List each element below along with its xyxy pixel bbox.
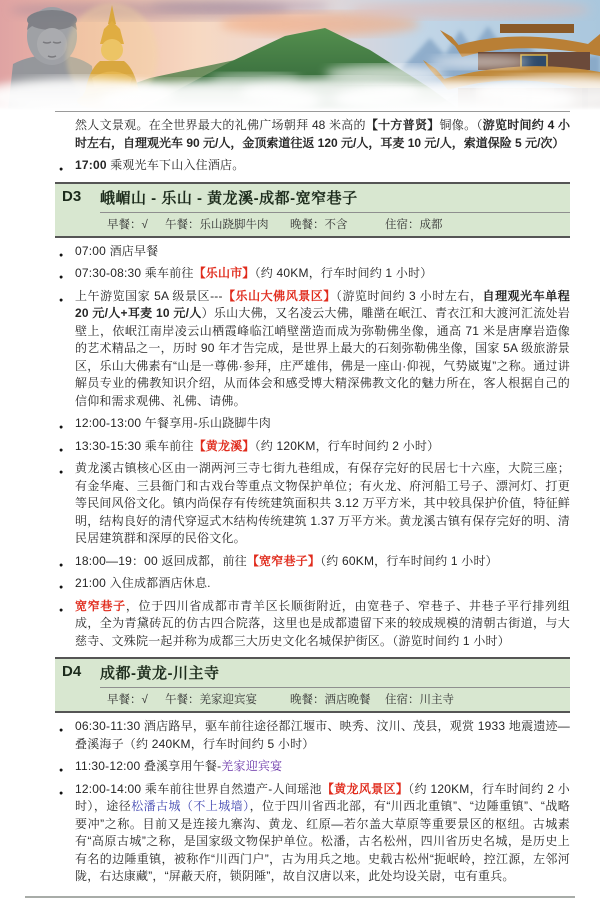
meal-dinner: 晚餐：不含 (290, 218, 348, 231)
itinerary-item: ● 17:00 乘观光车下山入住酒店。 (75, 157, 570, 175)
intro-bullet-list (55, 157, 570, 175)
itinerary-item: ● 18:00—19：00 返回成都，前往【宽窄巷子】（约 60KM，行车时间约 1 小时） (75, 553, 570, 571)
meal-lunch: 午餐：羌家迎宾宴 (165, 694, 257, 706)
itinerary-item: ● 12:00-14:00 乘车前往世界自然遗产-人间瑶池【黄龙风景区】（约 120KM，行车时间约 2 小时），途径松潘古城（不上城墙），位于四川省西北部，有“川西北重镇”、“边陲重镇”、“战略要冲”之称。目前又是连接九寨沟、黄龙、红原—若尔盖大草原等重要景区的枢纽。古城素有“高原古城”之称，是国家级文物保护单位。松潘，古名松州，四川省历史名城，是历史上有名的边陲重镇，被称作“川西门户”，古为用兵之地。史载古松州“扼岷岭，控江源，左邻河陇，右达康藏”，“屏蔽天府，锁阴陲”，故自汉唐以来，此处均设关尉，屯有重兵。 (75, 781, 570, 886)
header-scenic-banner (0, 0, 600, 110)
itinerary-item: ● 21:00 入住成都酒店休息. (75, 575, 570, 593)
day-title: 峨嵋山 - 乐山 - 黄龙溪-成都-宽窄巷子 (100, 184, 570, 213)
scenic-banner-illustration (0, 0, 600, 110)
meal-dinner: 晚餐：酒店晚餐 (290, 694, 371, 706)
day-d3-schedule (55, 243, 570, 651)
meal-lodging: 住宿：成都 (385, 218, 443, 231)
itinerary-content (0, 117, 600, 886)
intro-paragraph: 然人文景观。在全世界最大的礼佛广场朝拜 48 米高的【十方普贤】铜像。（游览时间约 4 小时左右，自理观光车 90 元/人，金顶索道往返 120 元/人，耳麦 10 元/人，索道保险 5 元/次） (75, 118, 570, 150)
day-number: D3 (62, 187, 82, 205)
meal-breakfast: 早餐：√ (107, 694, 148, 706)
itinerary-item: ● 13:30-15:30 乘车前往【黄龙溪】（约 120KM，行车时间约 2 小时） (75, 438, 570, 456)
day-header-d3 (55, 182, 570, 238)
day-title: 成都-黄龙-川主寺 (100, 659, 570, 688)
day-meals-row (100, 688, 570, 711)
banner-bottom-fade (0, 80, 600, 110)
itinerary-item: ● 06:30-11:30 酒店路早，驱车前往途径都江堰市、映秀、汶川、茂县，观赏 1933 地震遗迹—叠溪海子（约 240KM，行车时间约 5 小时） (75, 718, 570, 753)
day-number: D4 (62, 663, 82, 680)
itinerary-item: ● 上午游览国家 5A 级景区---【乐山大佛风景区】（游览时间约 3 小时左右，自理观光车单程 20 元/人+耳麦 10 元/人）乐山大佛，又名凌云大佛，雕凿在岷江、青衣江和大渡河汇流处岩壁上，依岷江南岸凌云山栖霞峰临江峭壁凿造而成为弥勒佛坐像，通高 71 米是唐摩岩造像的艺术精品之一，历时 90 年才告完成，是世界上最大的石刻弥勒佛坐像，国家 5A 级旅游景区，乐山大佛素有“山是一尊佛·参拜，庄严雄伟，佛是一座山·仰视，气势崴嵬”之称。通过讲解员专业的佛教知识介绍，从而体会和感受博大精深佛教文化的魅力所在，客人根据自己的信仰和需求观佛、礼佛、请佛。 (75, 288, 570, 411)
itinerary-item: ● 07:00 酒店早餐 (75, 243, 570, 261)
page-bottom-divider (25, 896, 575, 898)
itinerary-item: ● 07:30-08:30 乘车前往【乐山市】（约 40KM，行车时间约 1 小时） (75, 265, 570, 283)
itinerary-item: ● 11:30-12:00 叠溪享用午餐-羌家迎宾宴 (75, 758, 570, 776)
day-header-d4 (55, 657, 570, 713)
itinerary-item: ● 宽窄巷子，位于四川省成都市青羊区长顺街附近，由宽巷子、窄巷子、井巷子平行排列组成，全为青黛砖瓦的仿古四合院落，这里也是成都遗留下来的较成规模的清朝古街道，与大慈寺、文殊院一起并称为成都三大历史文化名城保护街区。（游览时间约 1 小时） (75, 598, 570, 651)
day-meals-row (100, 213, 570, 236)
itinerary-item: ● 黄龙溪古镇核心区由一湖两河三寺七街九巷组成，有保存完好的民居七十六座，大院三座；有金华庵、三县衙门和古戏台等重点文物保护单位；有火龙、府河船工号子、漂河灯、打更等民间风俗文化。镇内尚保存有传统建筑面积共 3.12 万平方米，其中较具保护价值，特征鲜明，结构良好的清代穿逗式木结构传统建筑 1.37 万平方米。黄龙溪古镇有保存完好的明、清民居建筑群和深厚的民俗文化。 (75, 460, 570, 548)
meal-lunch: 午餐：乐山跷脚牛肉 (165, 218, 269, 231)
meal-breakfast: 早餐：√ (107, 218, 148, 231)
header-divider (55, 111, 570, 112)
meal-lodging: 住宿：川主寺 (385, 694, 454, 706)
itinerary-item: ● 12:00-13:00 午餐享用-乐山跷脚牛肉 (75, 415, 570, 433)
day-d4-schedule (55, 718, 570, 886)
